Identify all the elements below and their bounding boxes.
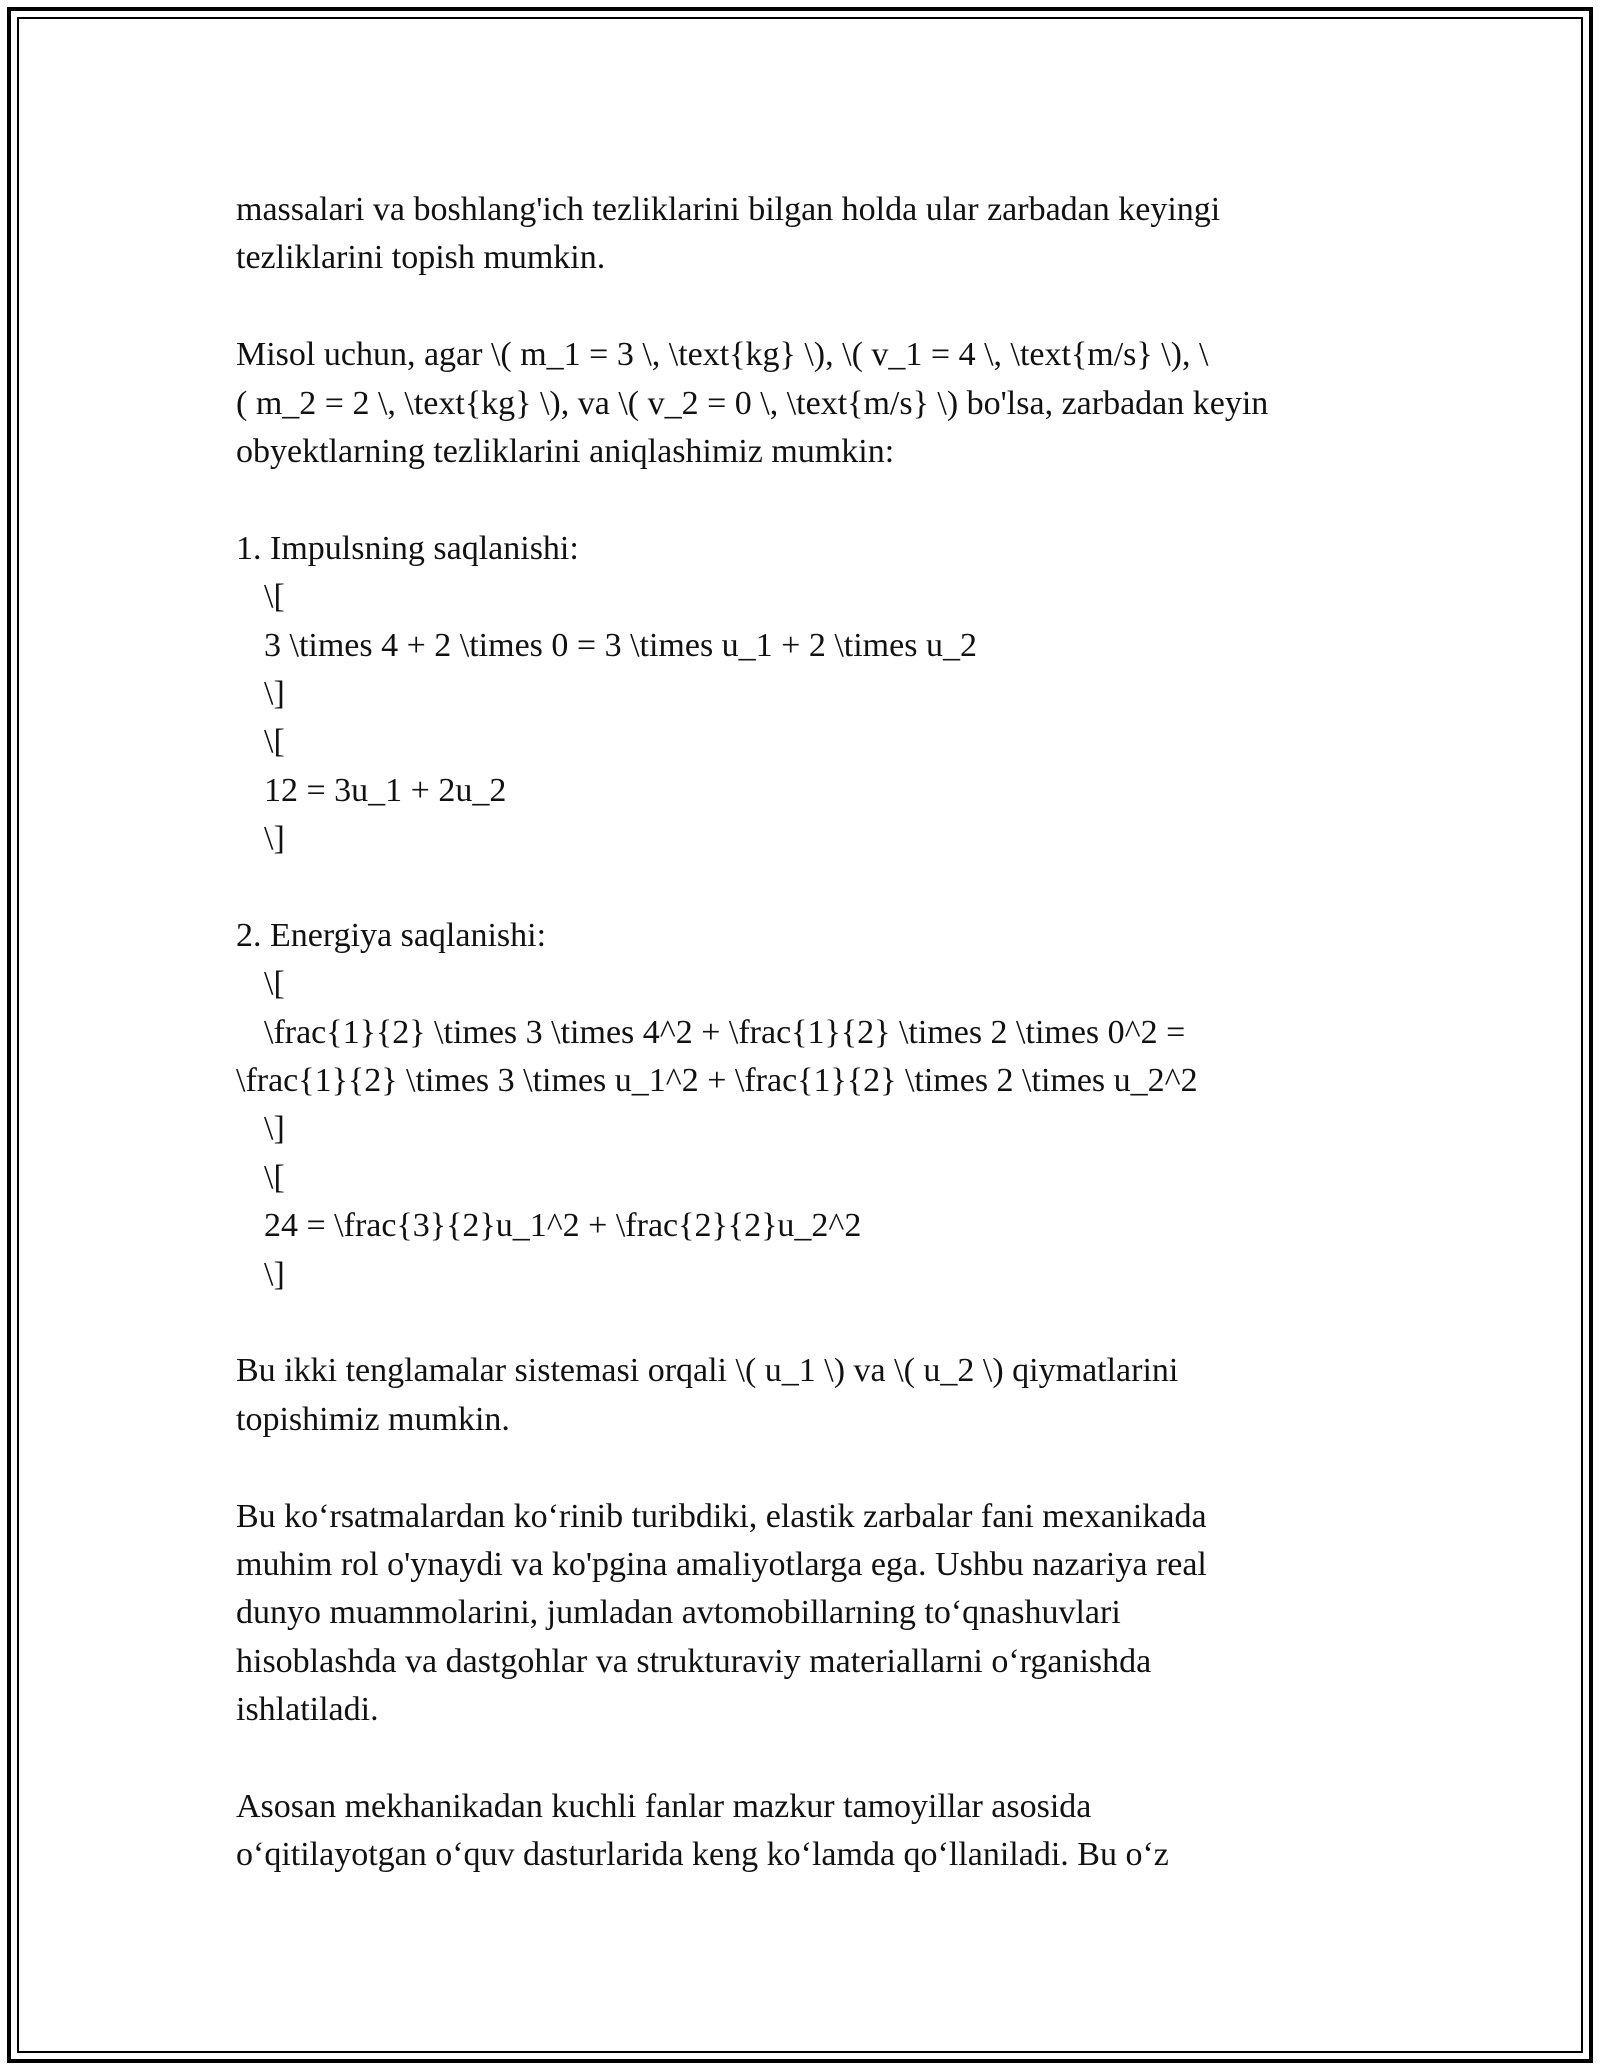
paragraph-example xyxy=(236,331,1366,476)
text-line: ishlatiladi. xyxy=(236,1691,379,1729)
equation-line: 12 = 3u_1 + 2u_2 xyxy=(264,771,507,809)
equation-line: 24 = \frac{3}{2}u_1^2 + \frac{2}{2}u_2^2 xyxy=(264,1207,862,1245)
text-line: ( m_2 = 2 \, \text{kg} \), va \( v_2 = 0 \, \text{m/s} \) bo'lsa, zarbadan keyin xyxy=(236,384,1269,422)
paragraph-spacer xyxy=(236,863,1366,911)
paragraph-spacer xyxy=(236,1444,1366,1492)
text-line: tezliklarini topish mumkin. xyxy=(236,239,606,277)
text-line: hisoblashda va dastgohlar va strukturaviy materiallarni oʻrganishda xyxy=(236,1642,1152,1680)
equation-line: \[ xyxy=(264,723,285,761)
equation-line: \frac{1}{2} \times 3 \times u_1^2 + \frac{1}{2} \times 2 \times u_2^2 xyxy=(236,1062,1198,1100)
equation-line: \] xyxy=(264,1255,285,1293)
section-heading: 2. Energiya saqlanishi: xyxy=(236,916,547,954)
equation-line: 3 \times 4 + 2 \times 0 = 3 \times u_1 + 2 \times u_2 xyxy=(264,626,977,664)
text-line: topishimiz mumkin. xyxy=(236,1400,510,1438)
document-body xyxy=(236,186,1366,1880)
paragraph-applications xyxy=(236,1493,1366,1735)
text-line: massalari va boshlang'ich tezliklarini bilgan holda ular zarbadan keyingi xyxy=(236,191,1221,228)
equation-line: \] xyxy=(264,820,285,858)
equation-line: \] xyxy=(264,1110,285,1148)
equation-line: \frac{1}{2} \times 3 \times 4^2 + \frac{1}{2} \times 2 \times 0^2 = xyxy=(264,1013,1186,1051)
paragraph-spacer xyxy=(236,1299,1366,1347)
equation-line: \[ xyxy=(264,1158,285,1196)
section-energy-conservation xyxy=(236,912,1366,1299)
section-heading: 1. Impulsning saqlanishi: xyxy=(236,529,579,567)
paragraph-spacer xyxy=(236,283,1366,331)
equation-line: \[ xyxy=(264,965,285,1003)
text-line: Asosan mekhanikadan kuchli fanlar mazkur tamoyillar asosida xyxy=(236,1787,1092,1825)
section-momentum-conservation xyxy=(236,525,1366,864)
paragraph-spacer xyxy=(236,476,1366,524)
text-line: muhim rol o'ynaydi va ko'pgina amaliyotlarga ega. Ushbu nazariya real xyxy=(236,1545,1207,1583)
paragraph-system-solution xyxy=(236,1347,1366,1444)
paragraph-intro xyxy=(236,186,1366,283)
equation-line: \] xyxy=(264,674,285,712)
paragraph-spacer xyxy=(236,1735,1366,1783)
text-line: dunyo muammolarini, jumladan avtomobillarning toʻqnashuvlari xyxy=(236,1594,1121,1632)
text-line: obyektlarning tezliklarini aniqlashimiz mumkin: xyxy=(236,432,895,470)
text-line: Bu koʻrsatmalardan koʻrinib turibdiki, elastik zarbalar fani mexanikada xyxy=(236,1497,1207,1535)
text-line: oʻqitilayotgan oʻquv dasturlarida keng koʻlamda qoʻllaniladi. Bu oʻz xyxy=(236,1836,1169,1874)
text-line: Misol uchun, agar \( m_1 = 3 \, \text{kg} \), \( v_1 = 4 \, \text{m/s} \), \ xyxy=(236,336,1209,374)
text-line: Bu ikki tenglamalar sistemasi orqali \( u_1 \) va \( u_2 \) qiymatlarini xyxy=(236,1352,1179,1390)
equation-line: \[ xyxy=(264,578,285,616)
paragraph-education xyxy=(236,1783,1366,1880)
